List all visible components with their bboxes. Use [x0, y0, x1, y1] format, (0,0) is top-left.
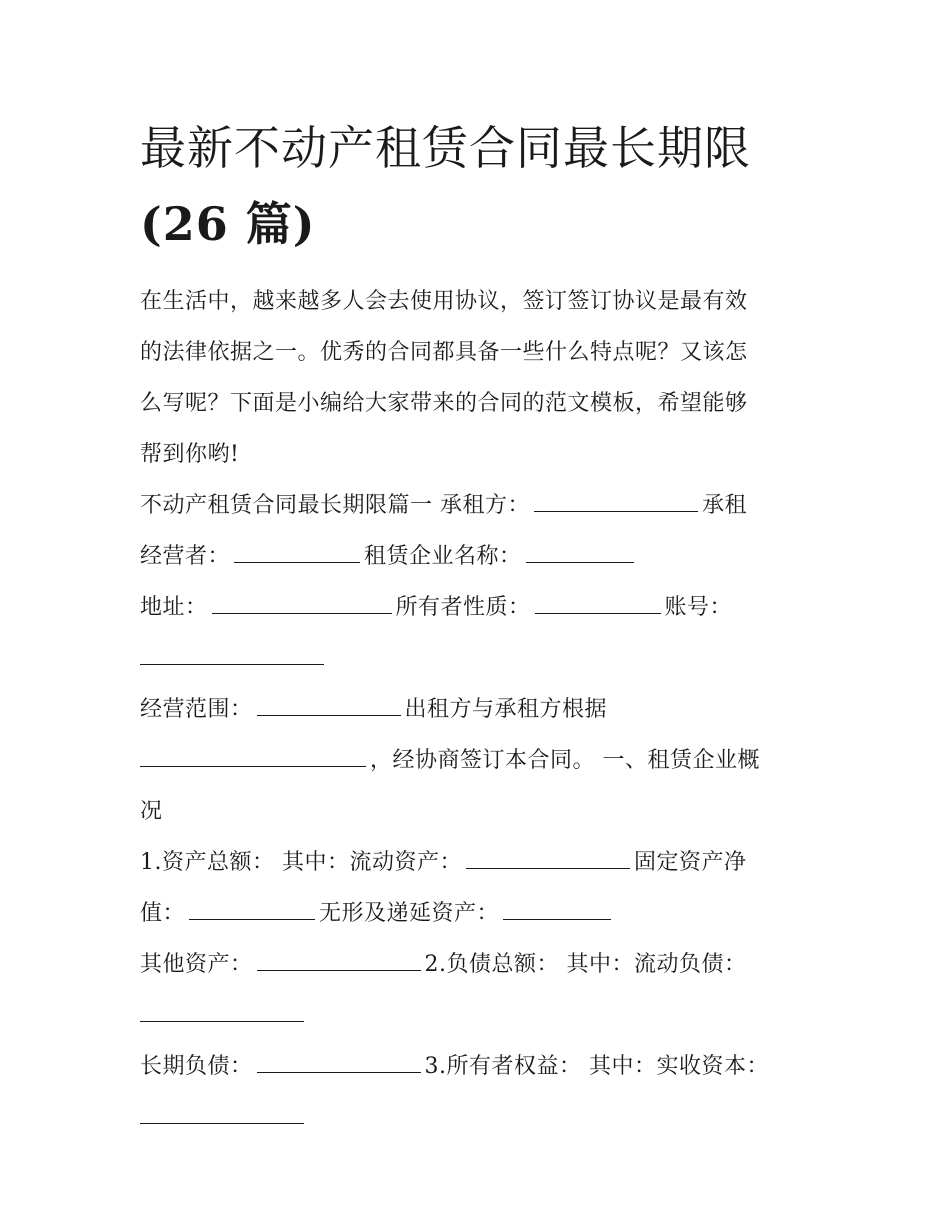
scope-label: 经营范围：: [140, 697, 253, 722]
intro-line: 在生活中，越来越多人会去使用协议，签订签订协议是最有效: [140, 289, 748, 314]
fixed-assets-blank[interactable]: [189, 889, 315, 920]
document-title: [140, 110, 820, 262]
intangible-blank[interactable]: [503, 889, 611, 920]
lessee-tail: 承租: [702, 493, 748, 518]
intro-line: 帮到你哟!: [140, 442, 240, 467]
assets-label: 1.资产总额： 其中：流动资产：: [140, 850, 462, 875]
document-page: [140, 110, 820, 1143]
account-label: 账号：: [664, 595, 733, 620]
basis-label: 出租方与承租方根据: [404, 697, 608, 722]
paid-in-capital-blank[interactable]: [140, 1093, 304, 1124]
long-term-blank[interactable]: [257, 1042, 421, 1073]
title-line-2: (26 篇): [140, 197, 316, 251]
equity-label: 3.所有者权益： 其中：实收资本：: [424, 1054, 770, 1079]
current-liabilities-blank[interactable]: [140, 991, 304, 1022]
agreement-tail: 况: [140, 799, 163, 824]
lessee-blank[interactable]: [534, 481, 698, 512]
company-blank[interactable]: [526, 532, 634, 563]
company-label: 租赁企业名称：: [364, 544, 522, 569]
form-section-equity: [140, 1041, 820, 1143]
intro-line: 么写呢？下面是小编给大家带来的合同的范文模板，希望能够: [140, 391, 748, 416]
intro-line: 的法律依据之一。优秀的合同都具备一些什么特点呢？又该怎: [140, 340, 748, 365]
fixed-assets-value-label: 值：: [140, 901, 186, 926]
form-section-lessee: [140, 480, 820, 684]
agreement-text: ，经协商签订本合同。 一、租赁企业概: [370, 748, 760, 773]
scope-blank[interactable]: [257, 685, 401, 716]
account-blank[interactable]: [140, 634, 324, 665]
ownership-label: 所有者性质：: [395, 595, 531, 620]
title-line-1: 最新不动产租赁合同最长期限: [140, 121, 751, 175]
operator-label: 经营者：: [140, 544, 231, 569]
fixed-assets-label: 固定资产净: [633, 850, 747, 875]
address-blank[interactable]: [212, 583, 392, 614]
long-term-label: 长期负债：: [140, 1054, 253, 1079]
form-section-scope: [140, 684, 820, 837]
basis-blank[interactable]: [140, 736, 366, 767]
other-assets-label: 其他资产：: [140, 952, 253, 977]
liabilities-label: 2.负债总额： 其中：流动负债：: [424, 952, 747, 977]
address-label: 地址：: [140, 595, 208, 620]
lessee-label: 不动产租赁合同最长期限篇一 承租方：: [140, 493, 530, 518]
ownership-blank[interactable]: [535, 583, 661, 614]
intangible-label: 无形及递延资产：: [319, 901, 500, 926]
current-assets-blank[interactable]: [466, 838, 630, 869]
form-section-assets: [140, 837, 820, 1041]
intro-paragraph: [140, 276, 820, 480]
other-assets-blank[interactable]: [257, 940, 421, 971]
operator-blank[interactable]: [234, 532, 360, 563]
